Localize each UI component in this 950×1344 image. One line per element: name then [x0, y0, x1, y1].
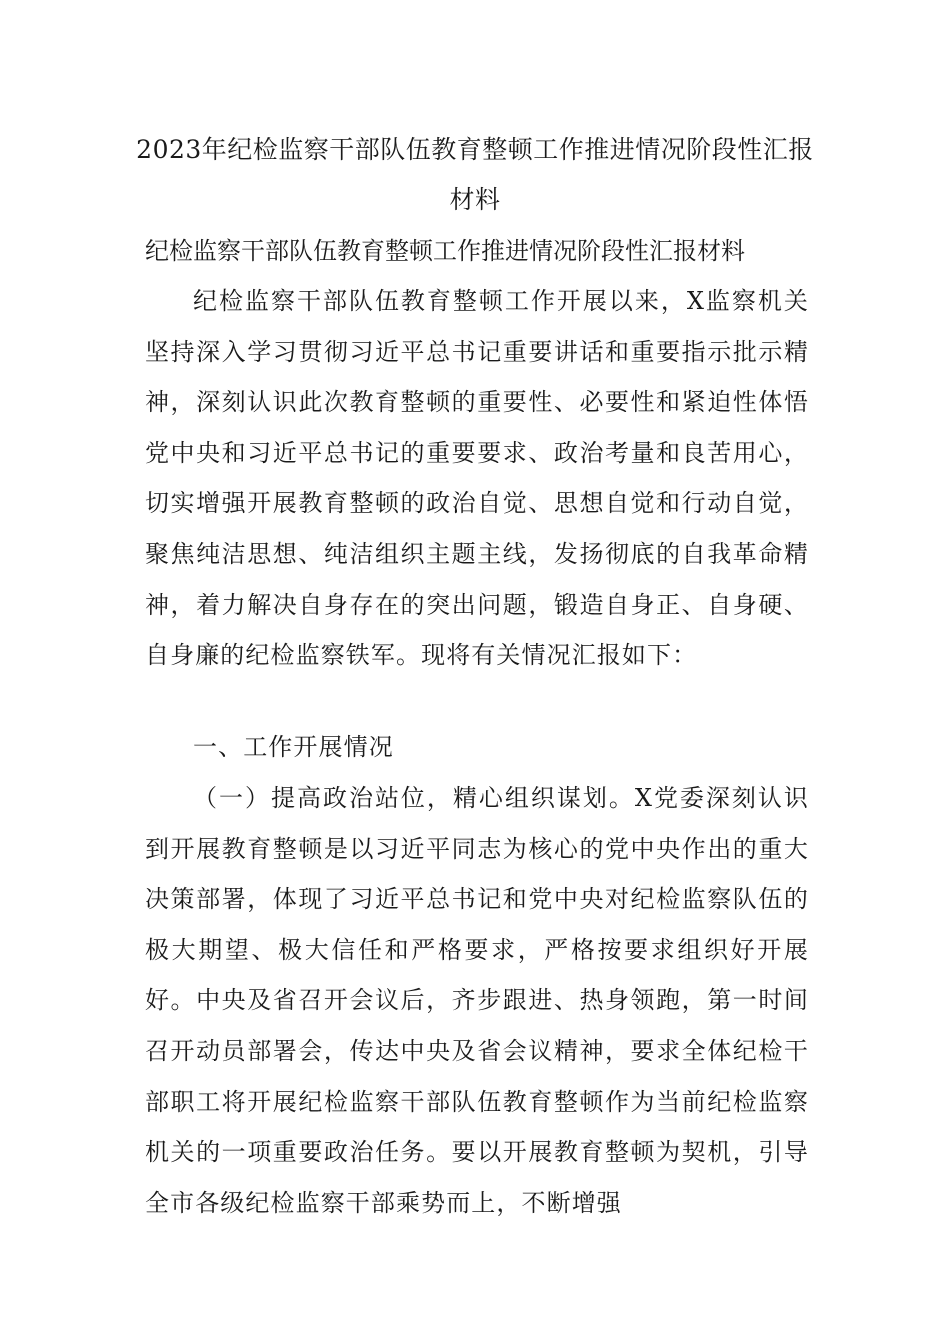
document-title: 2023年纪检监察干部队伍教育整顿工作推进情况阶段性汇报材料	[136, 135, 814, 214]
document-subtitle: 纪检监察干部队伍教育整顿工作推进情况阶段性汇报材料	[145, 237, 745, 265]
section-heading: 一、工作开展情况	[193, 733, 394, 761]
paragraph-intro: 纪检监察干部队伍教育整顿工作开展以来，X监察机关坚持深入学习贯彻习近平总书记重要讲话和重要指示批示精神，深刻认识此次教育整顿的重要性、必要性和紧迫性体悟党中央和习近平总书记的重要要求、政治考量和良苦用心，切实增强开展教育整顿的政治自觉、思想自觉和行动自觉，聚焦纯洁思想、纯洁组织主题主线，发扬彻底的自我革命精神，着力解决自身存在的突出问题，锻造自身正、自身硬、自身廉的纪检监察铁军。现将有关情况汇报如下：	[145, 287, 809, 670]
paragraph-section-1: （一）提高政治站位，精心组织谋划。X党委深刻认识到开展教育整顿是以习近平同志为核心的党中央作出的重大决策部署，体现了习近平总书记和党中央对纪检监察队伍的极大期望、极大信任和严格要求，严格按要求组织好开展好。中央及省召开会议后，齐步跟进、热身领跑，第一时间召开动员部署会，传达中央及省会议精神，要求全体纪检干部职工将开展纪检监察干部队伍教育整顿作为当前纪检监察机关的一项重要政治任务。要以开展教育整顿为契机，引导全市各级纪检监察干部乘势而上，不断增强	[145, 784, 809, 1217]
